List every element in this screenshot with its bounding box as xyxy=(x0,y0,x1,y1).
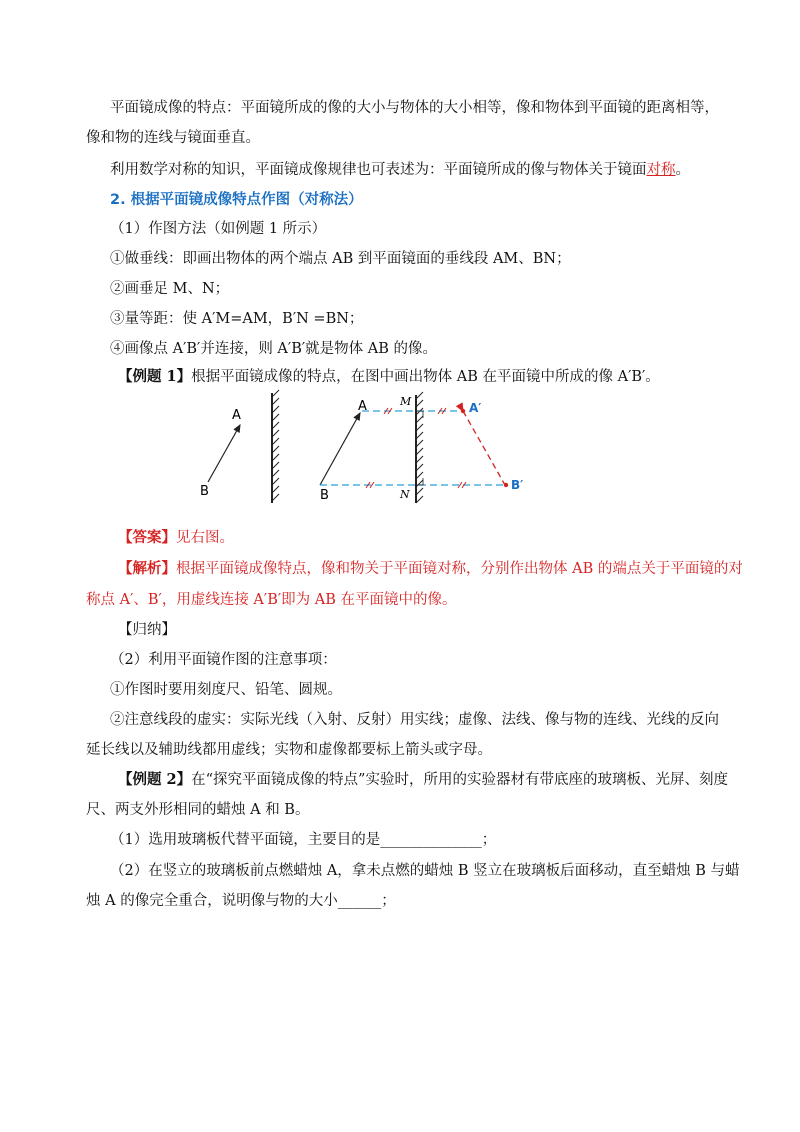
left-figure xyxy=(200,390,279,503)
notes-item1: ①作图时要用刻度尺、铅笔、圆规。 xyxy=(110,682,342,698)
summary-label: 【归纳】 xyxy=(118,622,176,638)
right-figure xyxy=(320,392,523,503)
answer-label: 【答案】 xyxy=(118,529,176,546)
label-b-left: B xyxy=(200,484,209,499)
example1-label: 【例题 1】 xyxy=(118,368,192,385)
image-point-a xyxy=(461,409,465,413)
object-arrow-left xyxy=(208,425,240,482)
label-a-right: A xyxy=(358,399,367,414)
mirror-hatch-left xyxy=(272,390,279,501)
analysis-text1: 根据平面镜成像特点，像和物关于平面镜对称，分别作出物体 AB 的端点关于平面镜的对 xyxy=(176,561,743,577)
analysis-line2: 称点 A′、B′，用虚线连接 A′B′即为 AB 在平面镜中的像。 xyxy=(86,592,457,608)
example2-q2-line1: （2）在竖立的玻璃板前点燃蜡烛 A，拿未点燃的蜡烛 B 竖立在玻璃板后面移动，直至蜡烛 B 与蜡 xyxy=(110,863,740,879)
notes-item2-line2: 延长线以及辅助线都用虚线；实物和虚像都要标上箭头或字母。 xyxy=(86,742,492,758)
label-b-image: B′ xyxy=(511,478,524,492)
example1-text: 根据平面镜成像的特点，在图中画出物体 AB 在平面镜中所成的像 A′B′。 xyxy=(191,369,660,385)
image-line xyxy=(463,411,505,485)
section2-heading: 2. 根据平面镜成像特点作图（对称法） xyxy=(110,192,363,208)
para1-line2: 像和物的连线与镜面垂直。 xyxy=(86,130,260,146)
analysis-line1 xyxy=(118,559,743,579)
example1 xyxy=(118,367,660,387)
label-a-left: A xyxy=(232,408,241,423)
image-point-b xyxy=(504,483,508,487)
para2-end: 。 xyxy=(675,162,690,178)
example2-q2-line2: 烛 A 的像完全重合，说明像与物的大小______； xyxy=(86,893,396,909)
label-n: N xyxy=(400,488,410,501)
notes-title: （2）利用平面镜作图的注意事项： xyxy=(110,652,337,668)
para1-line1: 平面镜成像的特点：平面镜所成的像的大小与物体的大小相等，像和物体到平面镜的距离相等， xyxy=(110,100,719,116)
example2-line2: 尺、两支外形相同的蜡烛 A 和 B。 xyxy=(86,802,310,818)
method-step1: ①做垂线：即画出物体的两个端点 AB 到平面镜面的垂线段 AM、BN； xyxy=(110,251,571,267)
label-a-image: A′ xyxy=(469,401,482,415)
notes-item2-line1: ②注意线段的虚实：实际光线（入射、反射）用实线；虚像、法线、像与物的连线、光线的反向 xyxy=(110,712,719,728)
example2-line1 xyxy=(118,770,728,790)
para2 xyxy=(110,160,690,180)
method-step4: ④画像点 A′B′并连接，则 A′B′就是物体 AB 的像。 xyxy=(110,341,437,357)
method-title: （1）作图方法（如例题 1 所示） xyxy=(110,221,327,237)
mirror-figure xyxy=(180,385,540,510)
example2-text1: 在“探究平面镜成像的特点”实验时，所用的实验器材有带底座的玻璃板、光屏、刻度 xyxy=(191,772,728,788)
symmetry-link[interactable]: 对称 xyxy=(646,162,676,178)
mirror-hatch-right xyxy=(416,392,423,503)
example2-q1: （1）选用玻璃板代替平面镜，主要目的是______________； xyxy=(110,832,497,848)
para2-text: 利用数学对称的知识，平面镜成像规律也可表述为：平面镜所成的像与物体关于镜面 xyxy=(110,162,647,178)
label-m: M xyxy=(400,395,412,408)
analysis-label: 【解析】 xyxy=(118,560,176,577)
answer-text: 见右图。 xyxy=(176,530,234,546)
example2-label: 【例题 2】 xyxy=(118,771,192,788)
object-arrow-right xyxy=(320,413,360,485)
method-step3: ③量等距：使 A′M=AM，B′N =BN； xyxy=(110,311,364,327)
answer xyxy=(118,528,234,548)
method-step2: ②画垂足 M、N； xyxy=(110,281,230,297)
label-b-right: B xyxy=(320,488,329,503)
